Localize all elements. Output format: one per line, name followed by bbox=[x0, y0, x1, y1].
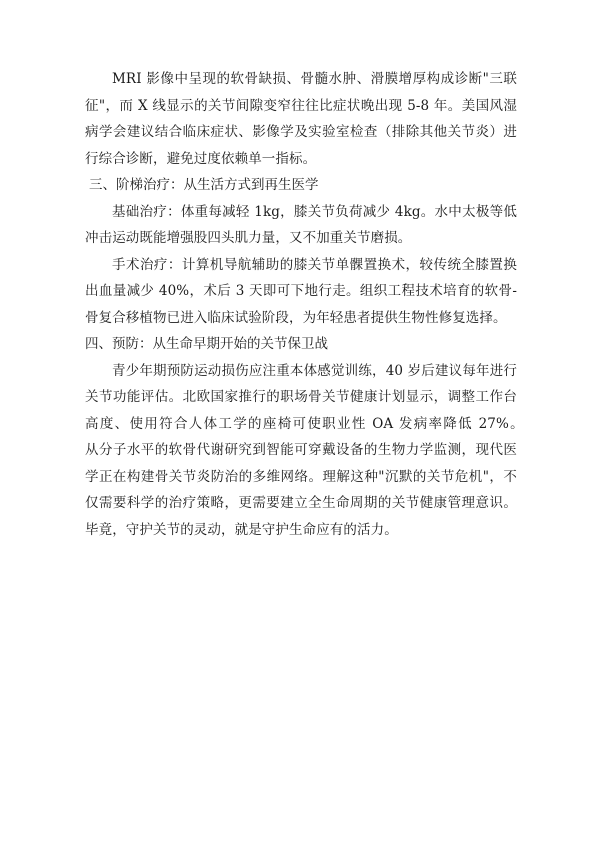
paragraph-basic-treatment: 基础治疗：体重每减轻 1kg，膝关节负荷减少 4kg。水中太极等低冲击运动既能增强股四头肌力量，又不加重关节磨损。 bbox=[85, 203, 517, 246]
section-heading-treatment: 三、阶梯治疗：从生活方式到再生医学 bbox=[89, 177, 319, 193]
paragraph-surgical-treatment: 手术治疗：计算机导航辅助的膝关节单髁置换术，较传统全膝置换出血量减少 40%，术后 3 天即可下地行走。组织工程技术培育的软骨-骨复合移植物已进入临床试验阶段，为年轻患者提供生物性修复选择。 bbox=[85, 256, 517, 326]
section-heading-prevention: 四、预防：从生命早期开始的关节保卫战 bbox=[85, 336, 328, 352]
paragraph-diagnosis: MRI 影像中呈现的软骨缺损、骨髓水肿、滑膜增厚构成诊断"三联征"，而 X 线显示的关节间隙变窄往往比症状晚出现 5-8 年。美国风湿病学会建议结合临床症状、影像学及实验室检查（排除其他关节炎）进行综合诊断，避免过度依赖单一指标。 bbox=[85, 71, 517, 167]
document-body bbox=[85, 66, 549, 543]
paragraph-prevention: 青少年期预防运动损伤应注重本体感觉训练，40 岁后建议每年进行关节功能评估。北欧国家推行的职场骨关节健康计划显示，调整工作台高度、使用符合人体工学的座椅可使职业性 OA 发病率降低 27%。 从分子水平的软骨代谢研究到智能可穿戴设备的生物力学监测，现代医学正在构建骨关节炎防治的多维网络。理解这种"沉默的关节危机"，不仅需要科学的治疗策略，更需要建立全生命周期的关节健康管理意识。毕竟，守护关节的灵动，就是守护生命应有的活力。 bbox=[85, 362, 549, 538]
